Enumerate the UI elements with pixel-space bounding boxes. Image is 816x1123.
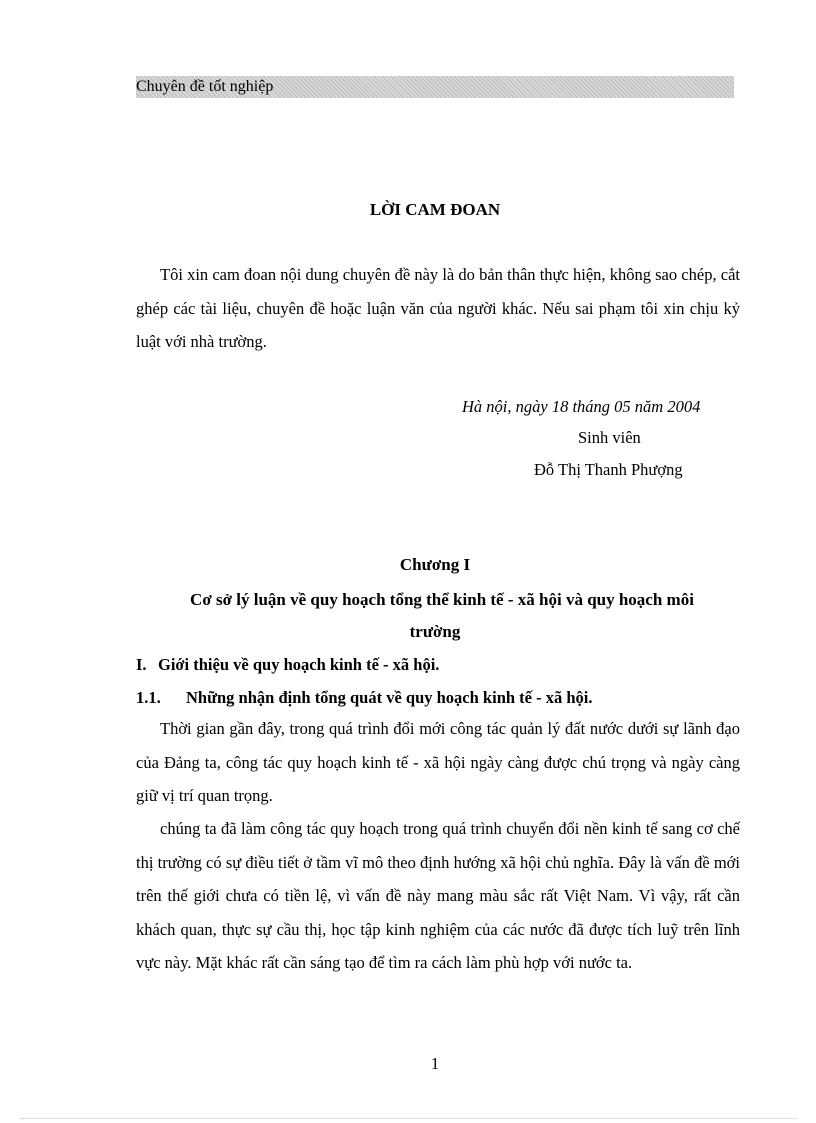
commitment-title: LỜI CAM ĐOAN [369,200,501,219]
page-bottom-divider [20,1118,796,1119]
section-1-title: Giới thiệu về quy hoạch kinh tế - xã hội. [158,655,440,674]
chapter-label: Chương I [399,555,471,574]
body-paragraph-2: chúng ta đã làm công tác quy hoạch trong quá trình chuyển đổi nền kinh tế sang cơ chế thị trường có sự điều tiết ở tầm vĩ mô theo định hướng xã hội chủ nghĩa. Đây là vấn đề mới trên thế giới chưa có tiền lệ, vì vấn đề này mang màu sắc rất Việt Nam. Vì vậy, rất cần khách quan, thực sự cầu thị, học tập kinh nghiệm của các nước đã được tích luỹ trên lĩnh vực này. Mặt khác rất cần sáng tạo để tìm ra cách làm phù hợp với nước ta. [136,819,740,972]
running-header: Chuyên đề tốt nghiệp [136,78,274,95]
section-1-heading [136,655,439,675]
chapter-title-line-2: trường [409,622,461,641]
chapter-title-line-1: Cơ sở lý luận về quy hoạch tổng thể kinh tế - xã hội và quy hoạch môi [190,590,694,609]
section-1-number: I. [136,655,147,674]
page-number: 1 [430,1054,440,1073]
date-line: Hà nội, ngày 18 tháng 05 năm 2004 [462,397,701,416]
signer-role: Sinh viên [578,428,641,447]
signer-name: Đỗ Thị Thanh Phượng [534,460,683,479]
section-1-1-heading [136,688,593,708]
body-paragraph-1: Thời gian gần đây, trong quá trình đổi mới công tác quản lý đất nước dưới sự lãnh đạo của Đảng ta, công tác quy hoạch kinh tế - xã hội ngày càng được chú trọng và ngày càng giữ vị trí quan trọng. [136,719,740,805]
commitment-paragraph: Tôi xin cam đoan nội dung chuyên đề này là do bản thân thực hiện, không sao chép, cắt ghép các tài liệu, chuyên đề hoặc luận văn của người khác. Nếu sai phạm tôi xin chịu kỷ luật với nhà trường. [136,265,740,351]
section-1-1-number: 1.1. [136,688,161,707]
section-1-1-title: Những nhận định tổng quát về quy hoạch kinh tế - xã hội. [186,688,593,707]
